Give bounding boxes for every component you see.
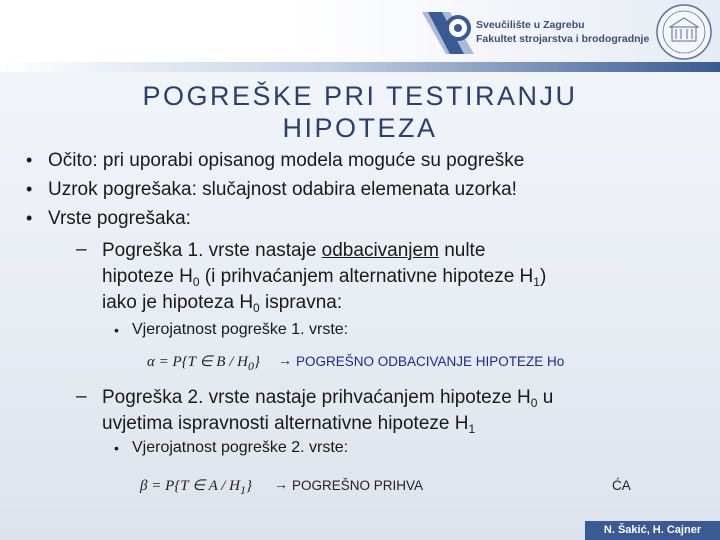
beta-formula-sub: 1 xyxy=(240,483,247,497)
author-footer: N. Šakić, H. Cajner xyxy=(585,521,720,540)
error1-text-end: nulte xyxy=(438,240,486,261)
bullet-obvious: Očito: pri uporabi opisanog modela moguće su pogreške xyxy=(48,150,525,171)
error1-alt-text: (i prihvaćanjem alternativne hipoteze H xyxy=(199,266,534,287)
header-band xyxy=(0,62,720,72)
beta-formula: β = P{T ∈ A / H xyxy=(140,478,241,494)
error1-formula-note: POGREŠNO ODBACIVANJE HIPOTEZE Ho xyxy=(296,354,565,369)
institution-line-2: Fakultet strojarstva i brodogradnje xyxy=(476,33,650,45)
error1-underlined-term: odbacivanjem xyxy=(321,240,439,261)
university-logo-icon xyxy=(420,8,476,58)
arrow-icon: → xyxy=(274,476,288,492)
error2-sub-0: 0 xyxy=(530,396,538,410)
bullet-marker: • xyxy=(26,179,33,199)
bullet-marker: • xyxy=(26,208,33,228)
slide-title-line-1: POGREŠKE PRI TESTIRANJU xyxy=(142,81,578,111)
error2-sub-1: 1 xyxy=(468,422,476,436)
error1-sub-0: 0 xyxy=(192,275,200,289)
alpha-formula-sub: 0 xyxy=(247,359,254,373)
error2-probability-label: Vjerojatnost pogreške 2. vrste: xyxy=(132,439,349,456)
error1-formula xyxy=(147,352,260,374)
slide-title-line-2: HIPOTEZA xyxy=(282,113,438,143)
error2-text-end: u xyxy=(537,387,554,408)
error1-correct-end: ispravna: xyxy=(259,292,343,313)
error1-probability-label: Vjerojatnost pogreške 1. vrste: xyxy=(132,321,349,338)
alpha-formula-end: } xyxy=(253,354,260,370)
error1-correct-text: iako je hipoteza H xyxy=(102,292,254,313)
error2-alt-text: uvjetima ispravnosti alternativne hipoteze H xyxy=(102,413,469,434)
error1-line-2 xyxy=(102,265,546,294)
bullet-marker: • xyxy=(114,322,119,338)
error1-sub-0b: 0 xyxy=(253,301,260,315)
slide-title xyxy=(80,80,640,144)
bullet-cause: Uzrok pogrešaka: slučajnost odabira elemenata uzorka! xyxy=(48,179,517,200)
error2-formula-tail: ĆA xyxy=(612,478,631,493)
arrow-icon: → xyxy=(278,352,292,368)
institution-name xyxy=(476,18,649,46)
institution-line-1: Sveučilište u Zagrebu xyxy=(476,19,585,31)
error1-hyp-text: hipoteze H xyxy=(102,266,193,287)
error2-text: Pogreška 2. vrste nastaje prihvaćanjem hipoteze H xyxy=(102,387,531,408)
dash-marker: – xyxy=(76,239,87,260)
bullet-error-types: Vrste pogrešaka: xyxy=(48,208,191,229)
error2-formula xyxy=(140,476,252,498)
error1-sub-1: 1 xyxy=(533,275,540,289)
faculty-seal-icon xyxy=(655,3,713,61)
bullet-marker: • xyxy=(114,440,119,456)
error1-line-1 xyxy=(102,239,485,262)
error2-formula-note: POGREŠNO PRIHVA xyxy=(292,478,424,493)
dash-marker: – xyxy=(76,386,87,407)
error2-line-2 xyxy=(102,412,475,441)
error1-paren: ) xyxy=(539,266,547,287)
alpha-formula: α = P{T ∈ B / H xyxy=(147,354,248,370)
bullet-marker: • xyxy=(26,150,33,170)
beta-formula-end: } xyxy=(246,478,253,494)
error2-line-1 xyxy=(102,386,553,415)
error1-line-3 xyxy=(102,291,342,320)
error1-text: Pogreška 1. vrste nastaje xyxy=(102,240,322,261)
